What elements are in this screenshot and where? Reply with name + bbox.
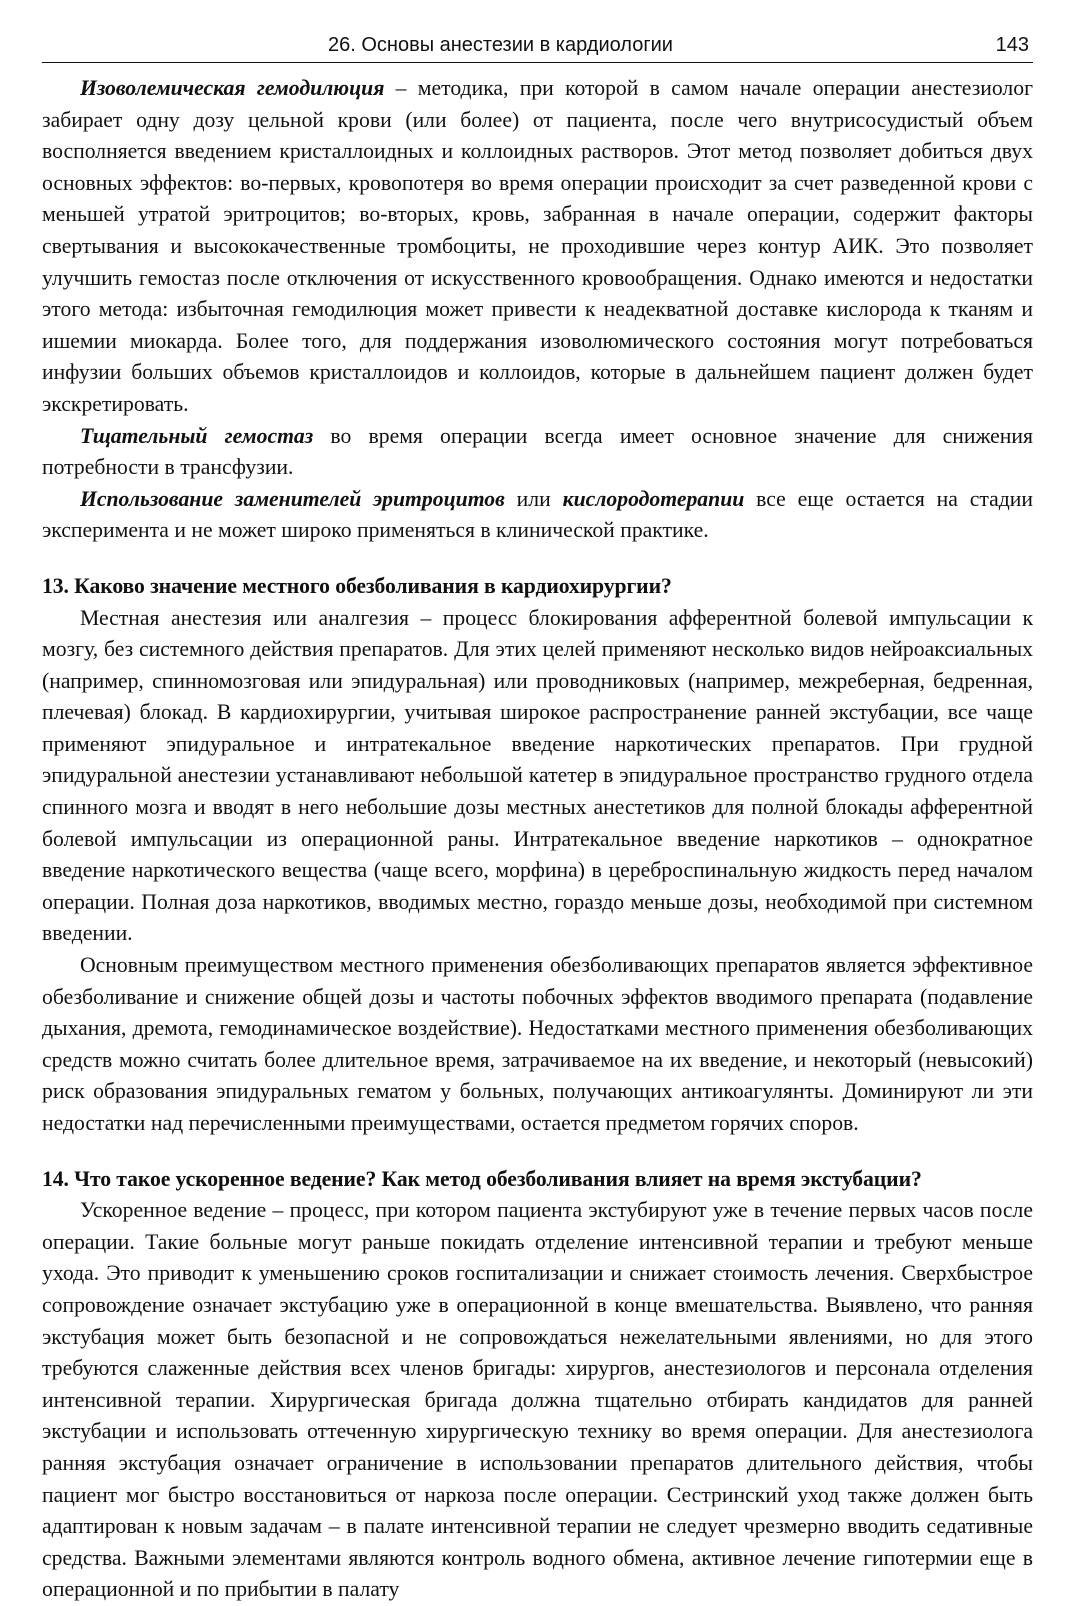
term-hemodilution: Изоволемическая гемодилюция bbox=[80, 76, 385, 100]
question-number: 13. bbox=[42, 573, 69, 598]
paragraph-text: во время операции всегда имеет основное значение для снижения потребности в трансфузии. bbox=[42, 423, 1033, 480]
paragraph-text: все еще остается на стадии эксперимента и не может широко применяться в клинической практике. bbox=[42, 486, 1033, 543]
question-title: Каково значение местного обезболивания в кардиохирургии? bbox=[74, 573, 672, 598]
running-header bbox=[42, 28, 1033, 63]
paragraph-text: Основным преимуществом местного применения обезболивающих препаратов является эффективное обезболивание и снижение общей дозы и частоты побочных эффектов вводимого препарата (подавление дыхания, дремота, гемодинамическое воздействие). Недостатками местного применения обезболивающих средств можно считать более длительное время, затрачиваемое на их введение, и некоторый (невысокий) риск образования эпидуральных гематом у больных, получающих антикоагулянты. Доминируют ли эти недостатки над перечисленными преимуществами, остается предметом горячих споров. bbox=[42, 953, 1033, 1135]
question-heading-14 bbox=[42, 1164, 1033, 1196]
paragraph-substitutes bbox=[42, 484, 1033, 547]
paragraph-hemodilution bbox=[42, 73, 1033, 421]
question-title: Что такое ускоренное ведение? Как метод обезболивания влияет на время экстубации? bbox=[74, 1166, 922, 1191]
term-oxygen-therapy: кислородотерапии bbox=[562, 486, 745, 511]
paragraph-fast-track bbox=[42, 1195, 1033, 1606]
paragraph-local-anesthesia bbox=[42, 603, 1033, 951]
paragraph-hemostasis bbox=[42, 421, 1033, 484]
term-erythrocyte-substitutes: Использование заменителей эритроцитов bbox=[80, 486, 505, 511]
term-hemostasis: Тщательный гемостаз bbox=[80, 423, 314, 448]
paragraph-text: – методика, при которой в самом начале операции анестезиолог забирает одну дозу цельной крови (или более) от пациента, после чего внутрисосудистый объем восполняется введением кристаллоидных и коллоидных растворов. Этот метод позволяет добиться двух основных эффектов: во-первых, кровопотеря во время операции происходит за счет разведенной крови с меньшей утратой эритроцитов; во-вторых, кровь, забранная в начале операции, содержит факторы свертывания и высококачественные тромбоциты, не проходившие через контур АИК. Это позволяет улучшить гемостаз после отключения от искусственного кровообращения. Однако имеются и недостатки этого метода: избыточная гемодилюция может привести к неадекватной доставке кислорода к тканям и ишемии миокарда. Более того, для поддержания изоволюмического состояния могут потребоваться инфузии больших объемов кристаллоидов и коллоидов, которые в дальнейшем пациент должен будет экскретировать. bbox=[42, 76, 1033, 416]
page-number: 143 bbox=[995, 34, 1029, 56]
question-number: 14. bbox=[42, 1166, 69, 1191]
chapter-title: 26. Основы анестезии в кардиологии bbox=[328, 34, 673, 56]
paragraph-advantages bbox=[42, 950, 1033, 1140]
question-heading-13 bbox=[42, 571, 1033, 603]
paragraph-text: или bbox=[504, 486, 563, 511]
paragraph-text: Местная анестезия или аналгезия – процесс блокирования афферентной болевой импульсации к мозгу, без системного действия препаратов. Для этих целей применяют несколько видов нейроаксиальных (например, спинномозговая или эпидуральная) или проводниковых (например, межреберная, бедренная, плечевая) блокад. В кардиохирургии, учитывая широкое распространение ранней экстубации, все чаще применяют эпидуральное и интратекальное введение наркотических препаратов. При грудной эпидуральной анестезии устанавливают небольшой катетер в эпидуральное пространство грудного отдела спинного мозга и вводят в него небольшие дозы местных анестетиков для полной блокады афферентной болевой импульсации из операционной раны. Интратекальное введение наркотиков – однократное введение наркотического вещества (чаще всего, морфина) в цереброспинальную жидкость перед началом операции. Полная доза наркотиков, вводимых местно, гораздо меньше дозы, необходимой при системном введении. bbox=[42, 605, 1033, 946]
paragraph-text: Ускоренное ведение – процесс, при котором пациента экстубируют уже в течение первых часов после операции. Такие больные могут раньше покидать отделение интенсивной терапии и требуют меньше ухода. Это приводит к уменьшению сроков госпитализации и снижает стоимость лечения. Сверхбыстрое сопровождение означает экстубацию уже в операционной в конце вмешательства. Выявлено, что ранняя экстубация может быть безопасной и не сопровождаться нежелательными явлениями, но для этого требуются слаженные действия всех членов бригады: хирургов, анестезиологов и персонала отделения интенсивной терапии. Хирургическая бригада должна тщательно отбирать кандидатов для ранней экстубации и использовать оттеченную хирургическую технику во время операции. Для анестезиолога ранняя экстубация означает ограничение в использовании препаратов длительного действия, чтобы пациент мог быстро восстановиться от наркоза после операции. Сестринский уход также должен быть адаптирован к новым задачам – в палате интенсивной терапии не следует чрезмерно вводить седативные средства. Важными элементами являются контроль водного обмена, активное лечение гипотермии еще в операционной и по прибытии в палату bbox=[42, 1198, 1033, 1602]
